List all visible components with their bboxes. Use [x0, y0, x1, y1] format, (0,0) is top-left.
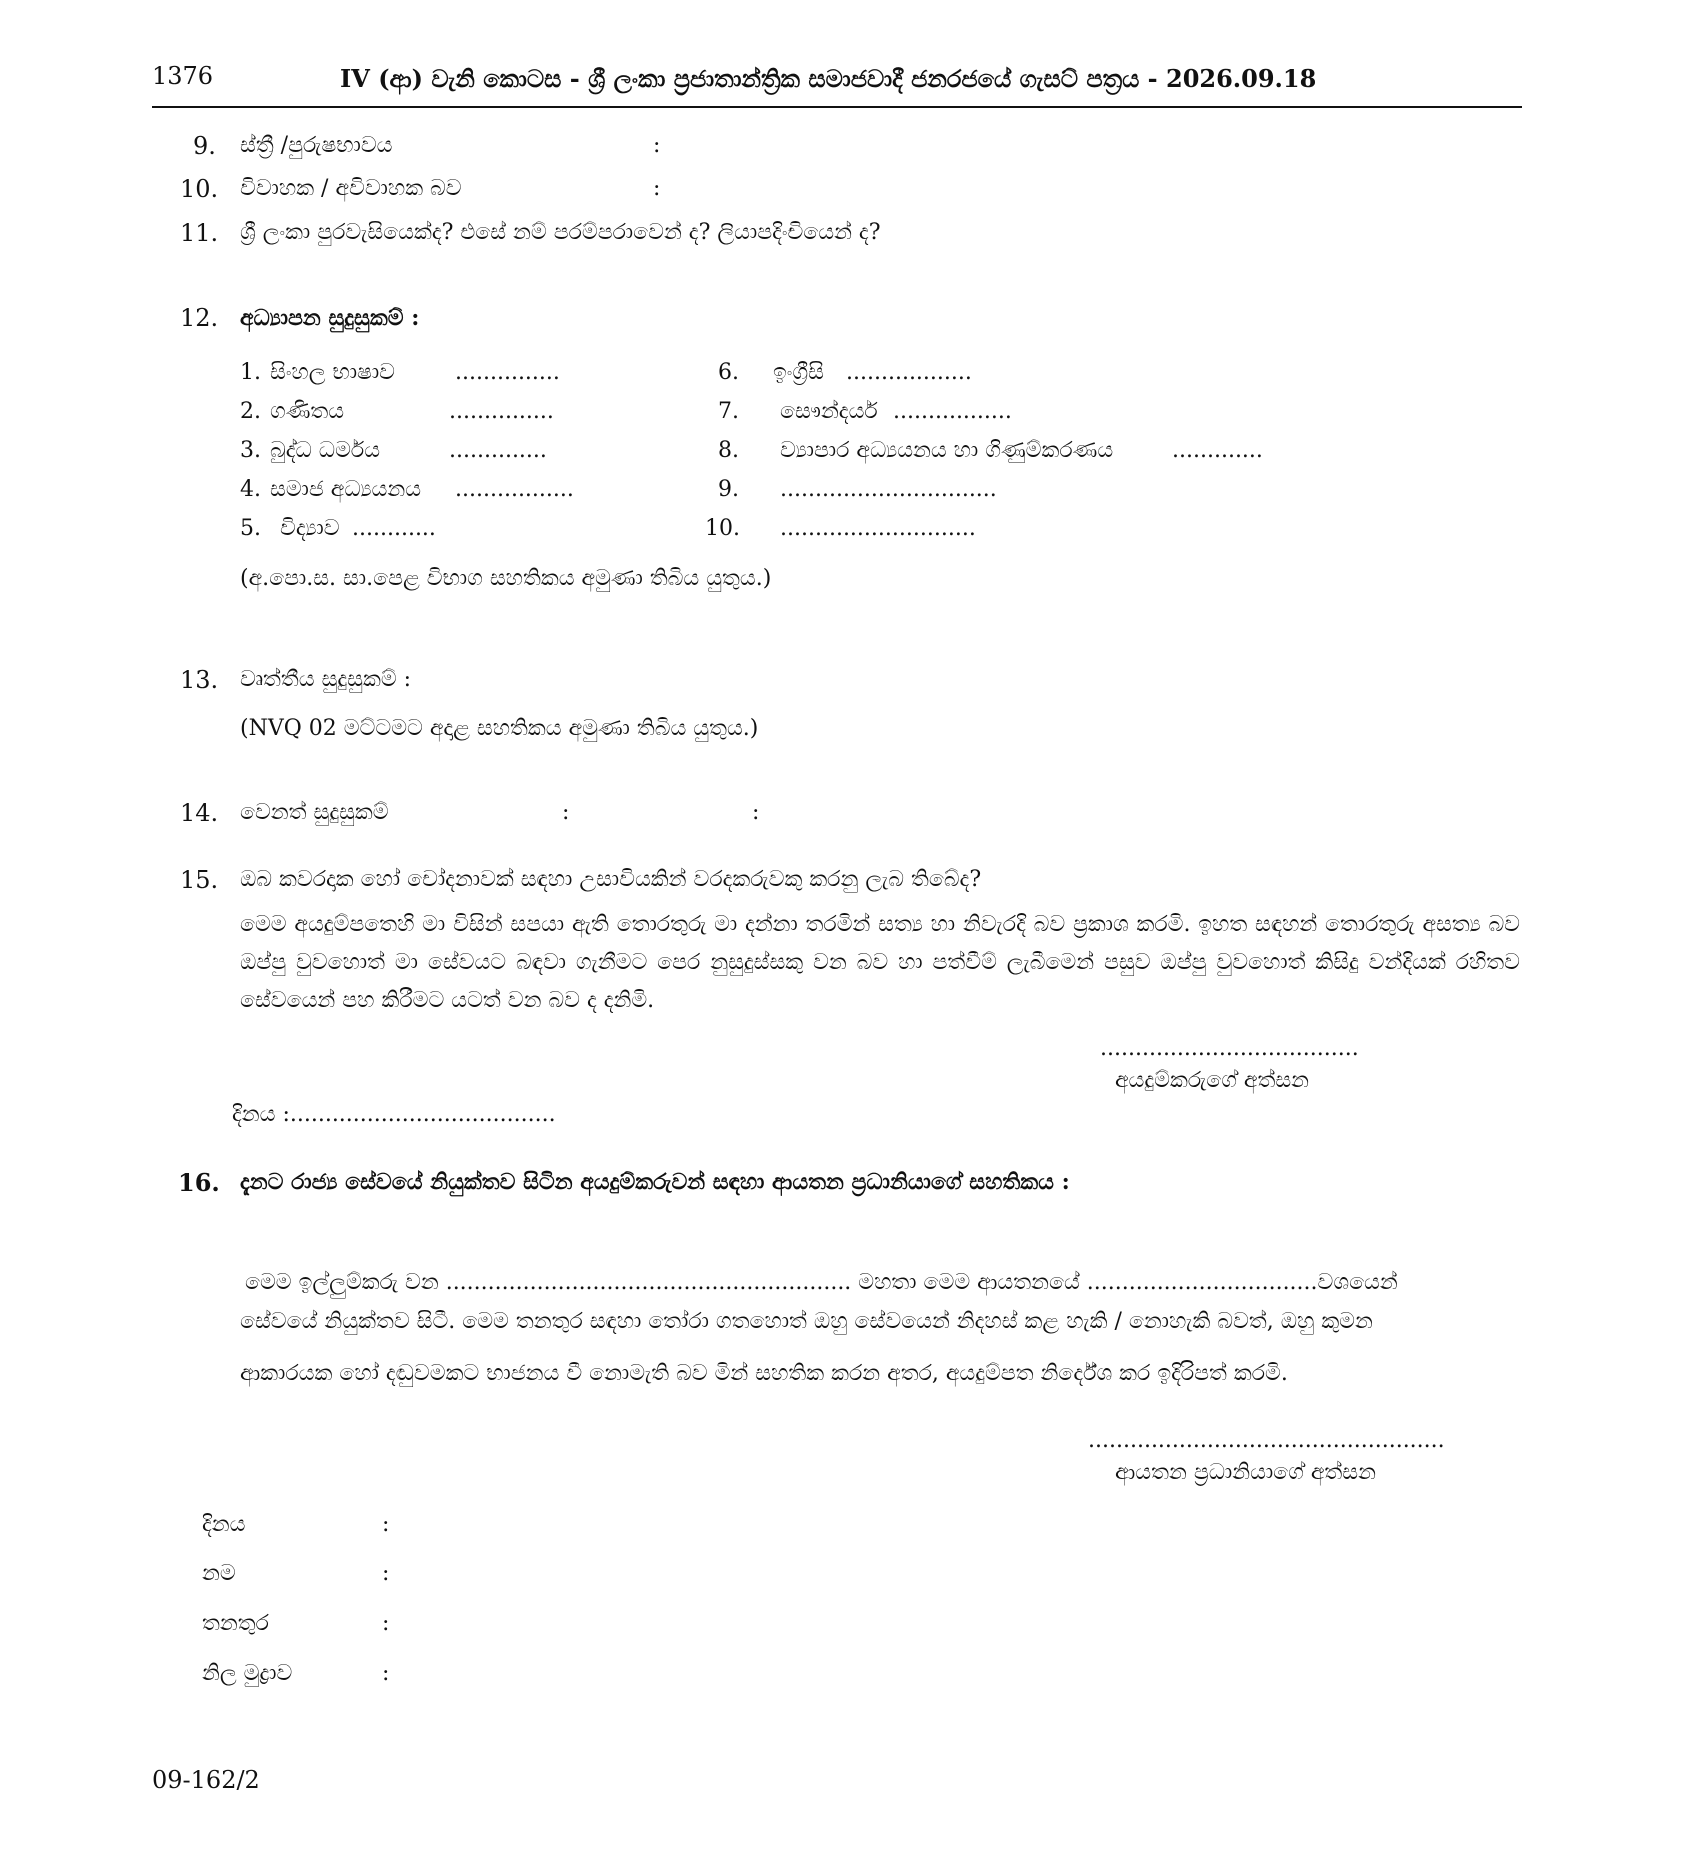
subject-3-number: 3.: [240, 438, 261, 463]
subject-5-name: විද්‍යාව: [280, 516, 340, 541]
item-11-number: 11.: [180, 219, 219, 247]
item-15-label: ඔබ කවරදාක හෝ චෝදනාවක් සඳහා උසාවියකින් වරදකරුවකු කරනු ලැබ තිබේද?: [240, 867, 982, 892]
footer-code: 09-162/2: [152, 1766, 260, 1794]
item-12-note: (අ.පො.ස. සා.පෙළ විභාග සහතිකය අමුණා තිබිය යුතුය.): [240, 566, 772, 591]
page-number: 1376: [152, 62, 214, 90]
subject-1-dots: ...............: [455, 360, 560, 385]
item-9-number: 9.: [193, 132, 216, 160]
subject-6-dots: ..................: [846, 360, 972, 385]
item-10-colon: :: [653, 176, 661, 201]
certificate-line-1: මෙම ඉල්ලුම්කරු වන .......................................................... මහතා මෙම ආයතනයේ .................................වශයෙන්: [245, 1270, 1398, 1295]
gazette-header-title: IV (ආ) වැනි කොටස - ශ්‍රී ලංකා ප්‍රජාතාන්ත්‍රික සමාජවාදී ජනරජයේ ගැසට් පත්‍රය - 2026.09.18: [340, 64, 1317, 93]
item-13-number: 13.: [180, 666, 219, 694]
subject-4-dots: .................: [455, 477, 574, 502]
subject-6-number: 6.: [718, 360, 739, 385]
subject-7-name: සෞන්දර්ය: [780, 399, 878, 424]
item-15-number: 15.: [180, 866, 219, 894]
field-official-seal-label: නිල මුද්‍රාව: [202, 1661, 293, 1686]
item-14-label: වෙනත් සුදුසුකම්: [240, 800, 389, 825]
subject-2-name: ගණිතය: [270, 399, 345, 424]
item-11-label: ශ්‍රී ලංකා පුරවැසියෙක්ද? එසේ නම් පරම්පරාවෙන් ද? ලියාපදිංචියෙන් ද?: [240, 220, 881, 245]
applicant-date-field: දිනය :......................................: [232, 1102, 556, 1127]
applicant-signature-line: .....................................: [1100, 1036, 1359, 1061]
subject-6-name: ඉංග්‍රීසි: [773, 360, 824, 385]
subject-10-number: 10.: [705, 516, 740, 541]
item-14-colon-2: :: [752, 800, 760, 825]
certificate-line-2: සේවයේ නියුක්තව සිටී. මෙම තනතුර සඳහා තෝරා ගතහොත් ඔහු සේවයෙන් නිදහස් කළ හැකි / නොහැකි බවත්, ඔහු කුමන: [240, 1309, 1373, 1334]
field-position-label: තනතුර: [202, 1611, 269, 1636]
header-rule: [152, 106, 1522, 108]
subject-3-dots: ..............: [449, 438, 547, 463]
subject-4-number: 4.: [240, 477, 261, 502]
head-signature-line: ...................................................: [1088, 1428, 1445, 1453]
subject-2-number: 2.: [240, 399, 261, 424]
item-12-number: 12.: [180, 304, 219, 332]
item-10-label: විවාහක / අවිවාහක බව: [240, 176, 462, 201]
head-signature-label: ආයතන ප්‍රධානියාගේ අත්සන: [1115, 1460, 1376, 1485]
subject-5-number: 5.: [240, 516, 261, 541]
item-9-colon: :: [653, 133, 661, 158]
item-10-number: 10.: [180, 175, 219, 203]
subject-8-name: ව්‍යාපාර අධ්‍යයනය හා ගිණුම්කරණය: [780, 438, 1114, 463]
field-name-colon: :: [382, 1561, 390, 1586]
subject-1-number: 1.: [240, 360, 261, 385]
subject-9-number: 9.: [718, 477, 739, 502]
subject-8-dots: .............: [1172, 438, 1263, 463]
item-14-number: 14.: [180, 799, 219, 827]
subject-5-dots: ............: [352, 516, 436, 541]
item-13-label: වෘත්තීය සුදුසුකම් :: [240, 667, 412, 692]
item-9-label: ස්ත්‍රී /පුරුෂභාවය: [240, 133, 393, 158]
field-name-label: නම: [202, 1561, 236, 1586]
subject-7-number: 7.: [718, 399, 739, 424]
field-position-colon: :: [382, 1611, 390, 1636]
subject-8-number: 8.: [718, 438, 739, 463]
certificate-line-3: ආකාරයක හෝ දඬුවමකට භාජනය වී නොමැති බව මින් සහතික කරන අතර, අයදුම්පත නිර්දේශ කර ඉදිරිපත් කරමි.: [240, 1361, 1288, 1386]
subject-10-dots: ............................: [780, 516, 976, 541]
applicant-signature-label: අයදුම්කරුගේ අත්සන: [1115, 1068, 1310, 1093]
subject-3-name: බුද්ධ ධර්මය: [270, 438, 381, 463]
field-date-colon: :: [382, 1512, 390, 1537]
section-16-number: 16.: [178, 1168, 220, 1197]
subject-9-dots: ...............................: [780, 477, 997, 502]
subject-2-dots: ...............: [449, 399, 554, 424]
item-12-label: අධ්‍යාපන සුදුසුකම් :: [240, 305, 420, 331]
subject-7-dots: .................: [893, 399, 1012, 424]
subject-4-name: සමාජ අධ්‍යයනය: [270, 477, 422, 502]
field-date-label: දිනය: [202, 1512, 246, 1537]
section-16-title: දැනට රාජ්‍ය සේවයේ නියුක්තව සිටින අයදුම්කරුවන් සඳහා ආයතන ප්‍රධානියාගේ සහතිකය :: [240, 1169, 1070, 1195]
field-official-seal-colon: :: [382, 1661, 390, 1686]
subject-1-name: සිංහල භාෂාව: [270, 360, 396, 385]
item-13-note: (NVQ 02 මට්ටමට අදාළ සහතිකය අමුණා තිබිය යුතුය.): [240, 716, 759, 741]
declaration-paragraph: මෙම අයදුම්පතෙහි මා විසින් සපයා ඇති තොරතුරු මා දන්නා තරමින් සත්‍ය හා නිවැරදි බව ප්‍රකාශ කරමි. ඉහත සඳහන් තොරතුරු අසත්‍ය බව ඔප්පු වුවහොත් මා සේවයට බඳවා ගැනීමට පෙර නුසුදුස්සකු වන බව හා පත්වීම් ලැබීමෙන් පසුව ඔප්පු වුවහොත් කිසිදු වන්දියක් රහිතව සේවයෙන් පහ කිරීමට යටත් වන බව ද දනිමි.: [240, 912, 1520, 1013]
item-14-colon-1: :: [562, 800, 570, 825]
